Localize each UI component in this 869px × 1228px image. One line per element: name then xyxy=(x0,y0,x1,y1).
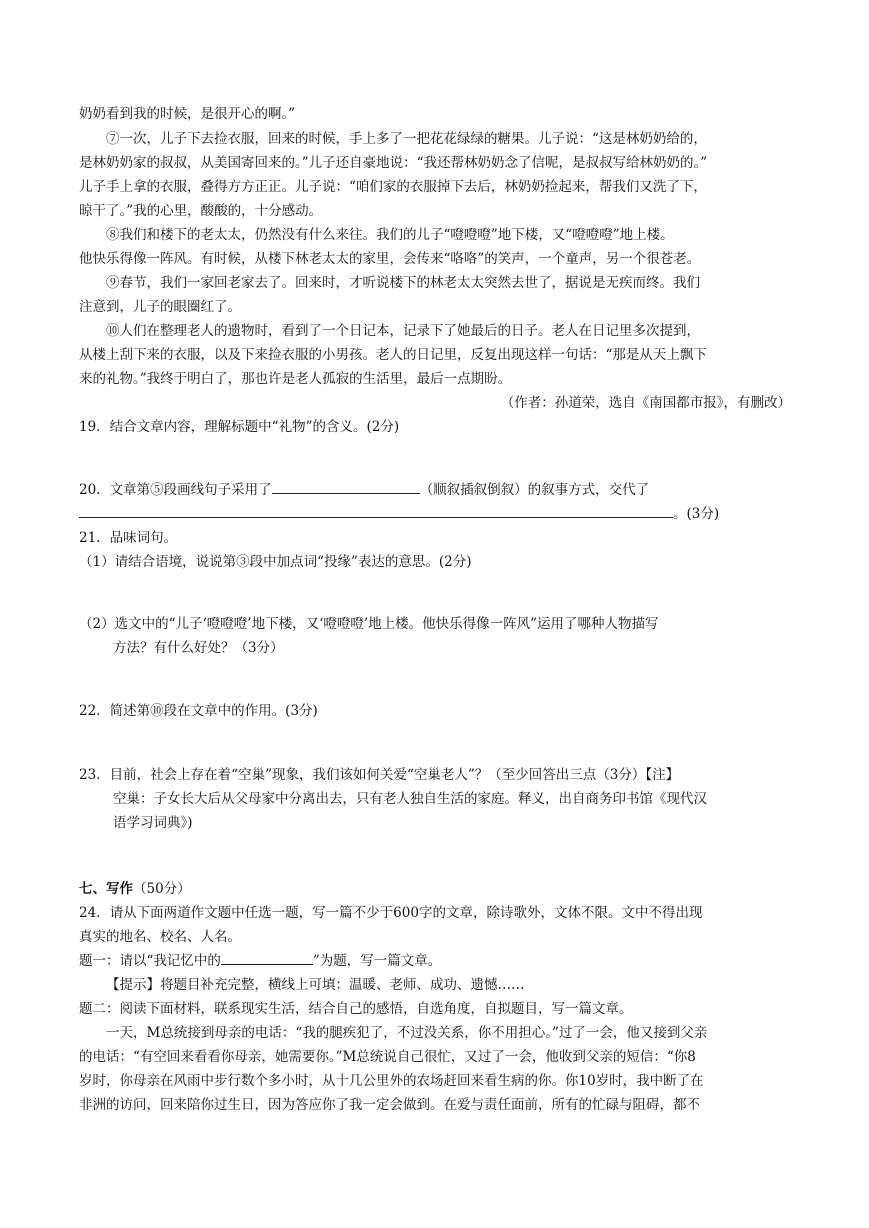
paragraph-8-line: ⑧我们和楼下的老太太，仍然没有什么来往。我们的儿子“噔噔噔”地下楼，又“噔噔噔”地上楼。 xyxy=(106,227,674,243)
question-22: 22．简述第⑩段在文章中的作用。(3分) xyxy=(79,703,318,719)
section-score: （50分） xyxy=(133,881,191,897)
answer-blank[interactable] xyxy=(272,479,420,494)
section-title: 七、写作 xyxy=(79,881,133,897)
question-21-1: （1）请结合语境，说说第③段中加点词“投缘”表达的意思。(2分) xyxy=(79,554,472,570)
topic-1 xyxy=(79,950,791,972)
paragraph-7-line: ⑦一次，儿子下去捡衣服，回来的时候，手上多了一把花花绿绿的糖果。儿子说：“这是林奶奶给的， xyxy=(106,131,707,147)
question-21-2-cont: 方法？有什么好处？（3分） xyxy=(113,640,284,656)
paragraph-10-line: 从楼上刮下来的衣服，以及下来捡衣服的小男孩。老人的日记里，反复出现这样一句话：“那是从天上飘下 xyxy=(79,347,707,363)
question-20-options: （顺叙插叙倒叙）的叙事方式，交代了 xyxy=(419,482,650,498)
story-intro-tail: 奶奶看到我的时候，是很开心的啊。” xyxy=(79,106,296,122)
question-19: 19．结合文章内容，理解标题中“礼物”的含义。(2分) xyxy=(79,419,400,435)
material-line: 一天，M总统接到母亲的电话：“我的腿疾犯了，不过没关系，你不用担心。”过了一会，他又接到父亲 xyxy=(106,1025,708,1041)
paragraph-9-line: ⑨春节，我们一家回老家去了。回来时，才听说楼下的林老太太突然去世了，据说是无疾而终。我们 xyxy=(106,275,700,291)
question-21-2: （2）选文中的“儿子‘噔噔噔’地下楼，又‘噔噔噔’地上楼。他快乐得像一阵风”运用了哪种人物描写 xyxy=(79,616,659,632)
material-line: 非洲的访问，回来陪你过生日，因为答应你了我一定会做到。在爱与责任面前，所有的忙碌与阻碍，都不 xyxy=(79,1097,700,1113)
paragraph-10-line: ⑩人们在整理老人的遗物时，看到了一个日记本，记录下了她最后的日子。老人在日记里多次提到， xyxy=(106,323,700,339)
paragraph-7-line: 是林奶奶家的叔叔，从美国寄回来的。”儿子还自豪地说：“我还帮林奶奶念了信呢，是叔叔写给林奶奶的。” xyxy=(79,155,708,171)
question-20-score: 。(3分) xyxy=(673,506,720,522)
title-blank[interactable] xyxy=(221,950,313,965)
question-23-note: 语学习词典》) xyxy=(113,815,193,831)
topic-1-hint: 【提示】将题目补充完整，横线上可填：温暖、老师、成功、遗憾…… xyxy=(106,977,525,993)
paragraph-7-line: 儿子手上拿的衣服，叠得方方正正。儿子说：“咱们家的衣服掉下去后，林奶奶捡起来，帮我们又洗了下， xyxy=(79,179,707,195)
question-23-note: 空巢：子女长大后从父母家中分离出去，只有老人独自生活的家庭。释义，出自商务印书馆《现代汉 xyxy=(113,791,707,807)
question-24: 24．请从下面两道作文题中任选一题，写一篇不少于600字的文章，除诗歌外，文体不限。文中不得出现 xyxy=(79,905,703,921)
material-line: 岁时，你母亲在风雨中步行数个多小时，从十几公里外的农场赶回来看生病的你。你10岁时，我中断了在 xyxy=(79,1073,704,1089)
topic-2: 题二：阅读下面材料，联系现实生活，结合自己的感悟，自选角度，自拟题目，写一篇文章。 xyxy=(79,1001,633,1017)
question-20-line-2 xyxy=(79,503,791,525)
source-citation: （作者：孙道荣，选自《南国都市报》，有删改） xyxy=(500,395,791,411)
question-21: 21．品味词句。 xyxy=(79,530,178,546)
question-23: 23．目前，社会上存在着“空巢”现象，我们该如何关爱“空巢老人”？（至少回答出三点（3分）【注】 xyxy=(79,767,680,783)
question-20-prompt: 20．文章第⑤段画线句子采用了 xyxy=(79,482,272,498)
question-20 xyxy=(79,479,791,501)
writing-section-heading xyxy=(79,878,791,900)
topic-1-prompt: 题一：请以“我记忆中的 xyxy=(79,953,221,969)
paragraph-10-line: 来的礼物。”我终于明白了，那也许是老人孤寂的生活里，最后一点期盼。 xyxy=(79,371,512,387)
paragraph-9-line: 注意到，儿子的眼圈红了。 xyxy=(79,299,241,315)
paragraph-8-line: 他快乐得像一阵风。有时候，从楼下林老太太的家里，会传来“咯咯”的笑声，一个童声，另一个很苍老。 xyxy=(79,251,701,267)
topic-1-tail: ”为题，写一篇文章。 xyxy=(312,953,442,969)
answer-blank[interactable] xyxy=(79,503,673,518)
question-24-cont: 真实的地名、校名、人名。 xyxy=(79,929,241,945)
paragraph-7-line: 晾干了。”我的心里，酸酸的，十分感动。 xyxy=(79,203,323,219)
material-line: 的电话：“有空回来看看你母亲，她需要你。”M总统说自己很忙，又过了一会，他收到父亲的短信：“你8 xyxy=(79,1049,696,1065)
